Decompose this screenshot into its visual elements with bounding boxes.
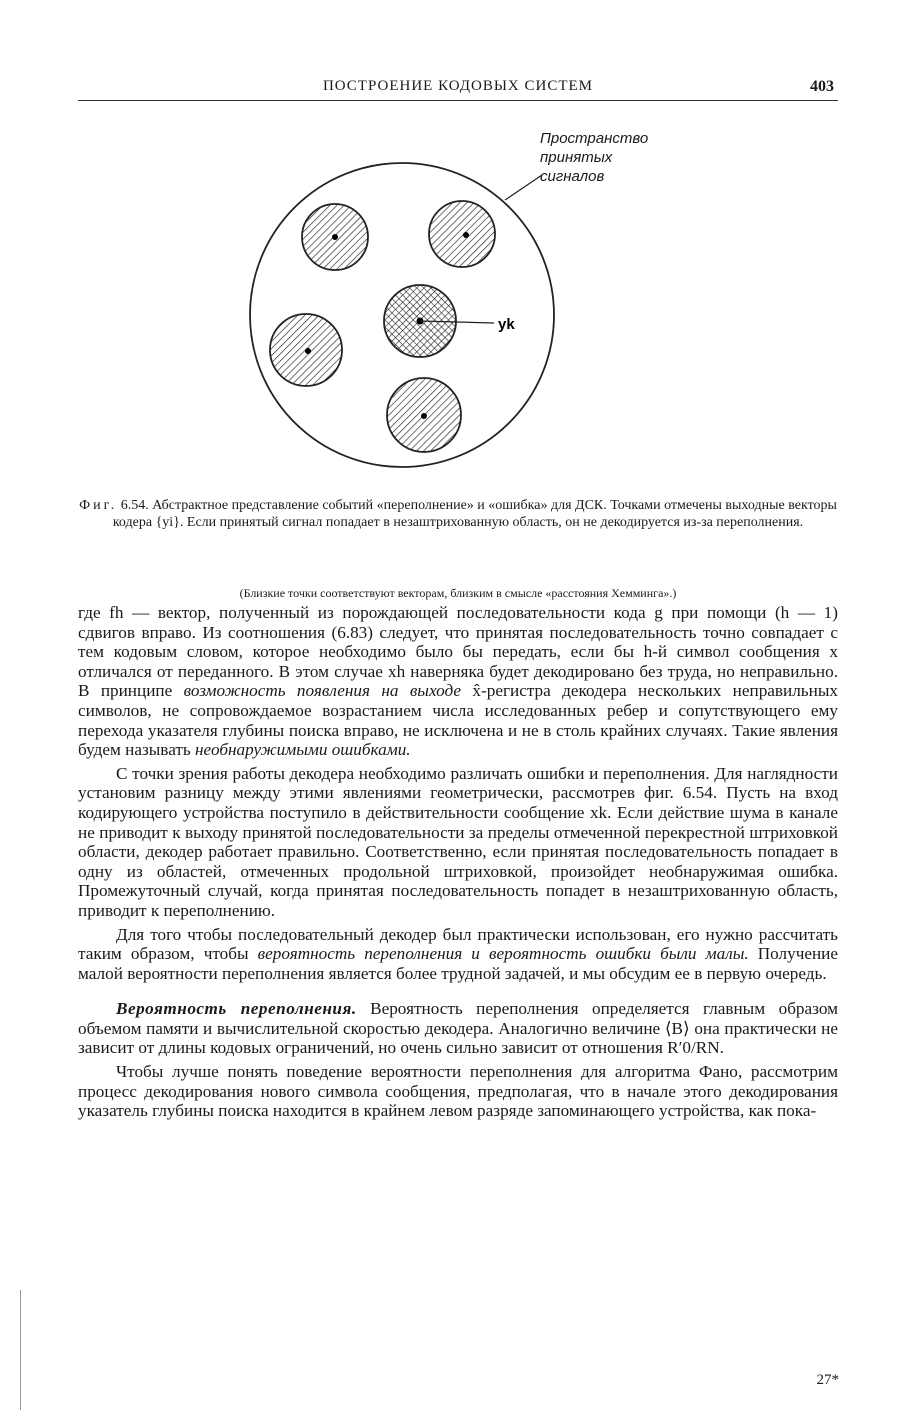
body-text xyxy=(78,603,838,1121)
figure-6-54 xyxy=(240,125,660,495)
printer-signature: 27* xyxy=(816,1372,839,1388)
emphasis: вероятность переполнения и вероятность ошибки были малы. xyxy=(257,944,749,964)
paragraph xyxy=(78,999,838,1058)
region-undetected-error xyxy=(387,378,461,452)
region-undetected-error xyxy=(270,314,342,386)
text-run: где fh — вектор, полученный из порождающей последовательности кода g при помощи (h — 1) сдвигов вправо. Из соотношения (6.83) следует, что принятая последовательность точно совпадает с тем кодовым словом, которое необходимо было бы передать, если бы h-й символ сообщения x отличался от переданного. В этом случае xh наверняка будет декодировано без труда, но неправильно. В принципе xyxy=(78,603,838,701)
figure-caption xyxy=(78,497,838,531)
caption-text: Абстрактное представление событий «переполнение» и «ошибка» для ДСК. Точками отмечены выходные векторы кодера {yi}. Если принятый сигнал попадает в незаштрихованную область, он не декодируется из-за переполнения. xyxy=(112,498,837,530)
text-run: Для того чтобы последовательный декодер был практически использован, его нужно рассчитать таким образом, чтобы xyxy=(78,924,838,964)
emphasis: необнаружимыми ошибками. xyxy=(195,740,411,760)
scan-margin-line xyxy=(20,1290,21,1410)
page-header xyxy=(78,76,838,101)
space-label-leader xyxy=(505,175,542,200)
paragraph xyxy=(78,603,838,760)
emphasis: возможность появления на выходе xyxy=(183,681,462,701)
paragraph: С точки зрения работы декодера необходимо различать ошибки и переполнения. Для наглядности установим разницу между этими явлениями геометрически, рассмотрев фиг. 6.54. Пусть на вход кодирующего устройства поступило в действительности сообщение xk. Если действие шума в канале не приводит к выходу принятой последовательности за пределы отмеченной перекрестной штриховкой области, декодер работает правильно. Соответственно, если принятая последовательность попадает в одну из областей, отмеченных продольной штриховкой, произойдет необнаружимая ошибка. Промежуточный случай, когда принятая последовательность попадет в незаштрихованную область, приводит к переполнению. xyxy=(78,763,838,920)
caption-number: 6.54. xyxy=(120,498,149,513)
label-line: сигналов xyxy=(540,168,605,185)
label-line: принятых xyxy=(540,149,613,166)
paragraph: Чтобы лучше понять поведение вероятности переполнения для алгоритма Фано, рассмотрим процесс декодирования нового символа сообщения, предполагая, что в начале этого декодирования указатель глубины поиска находится в крайнем левом разряде запоминающего устройства, как пока- xyxy=(78,1062,838,1121)
section-title: Вероятность переполнения. xyxy=(116,999,357,1019)
codeword-point xyxy=(305,348,311,354)
text-run: Вероятность переполнения определяется главным образом объемом памяти и вычислительной скоростью декодера. Аналогично величине ⟨B⟩ она практически не зависит от длины кодовых ограничений, но очень сильно зависит от отношения R′0/RN. xyxy=(78,999,838,1058)
page-number: 403 xyxy=(810,78,834,95)
paragraph xyxy=(78,925,838,984)
yk-label: yk xyxy=(498,316,515,333)
codeword-point xyxy=(332,234,338,240)
signal-space-label xyxy=(540,129,680,186)
text-run: x̂-регистра декодера нескольких неправильных символов, не сопровождаемое возрастанием числа исследованных ребер и сопутствующего ему перехода указателя глубины поиска вправо, не исключена и не в столь крайних случаях. Такие явления будем называть xyxy=(78,681,838,760)
caption-label: Фиг. xyxy=(79,498,118,513)
text-run: Получение малой вероятности переполнения является более трудной задачей, и мы обсудим ее в первую очередь. xyxy=(78,944,839,983)
region-undetected-error xyxy=(302,204,368,270)
codeword-point xyxy=(463,232,469,238)
caption-note: (Близкие точки соответствуют векторам, близким в смысле «расстояния Хемминга».) xyxy=(239,586,677,600)
region-undetected-error xyxy=(429,201,495,267)
label-line: Пространство xyxy=(540,130,649,147)
codeword-point xyxy=(421,413,427,419)
running-title: ПОСТРОЕНИЕ КОДОВЫХ СИСТЕМ xyxy=(322,78,594,94)
